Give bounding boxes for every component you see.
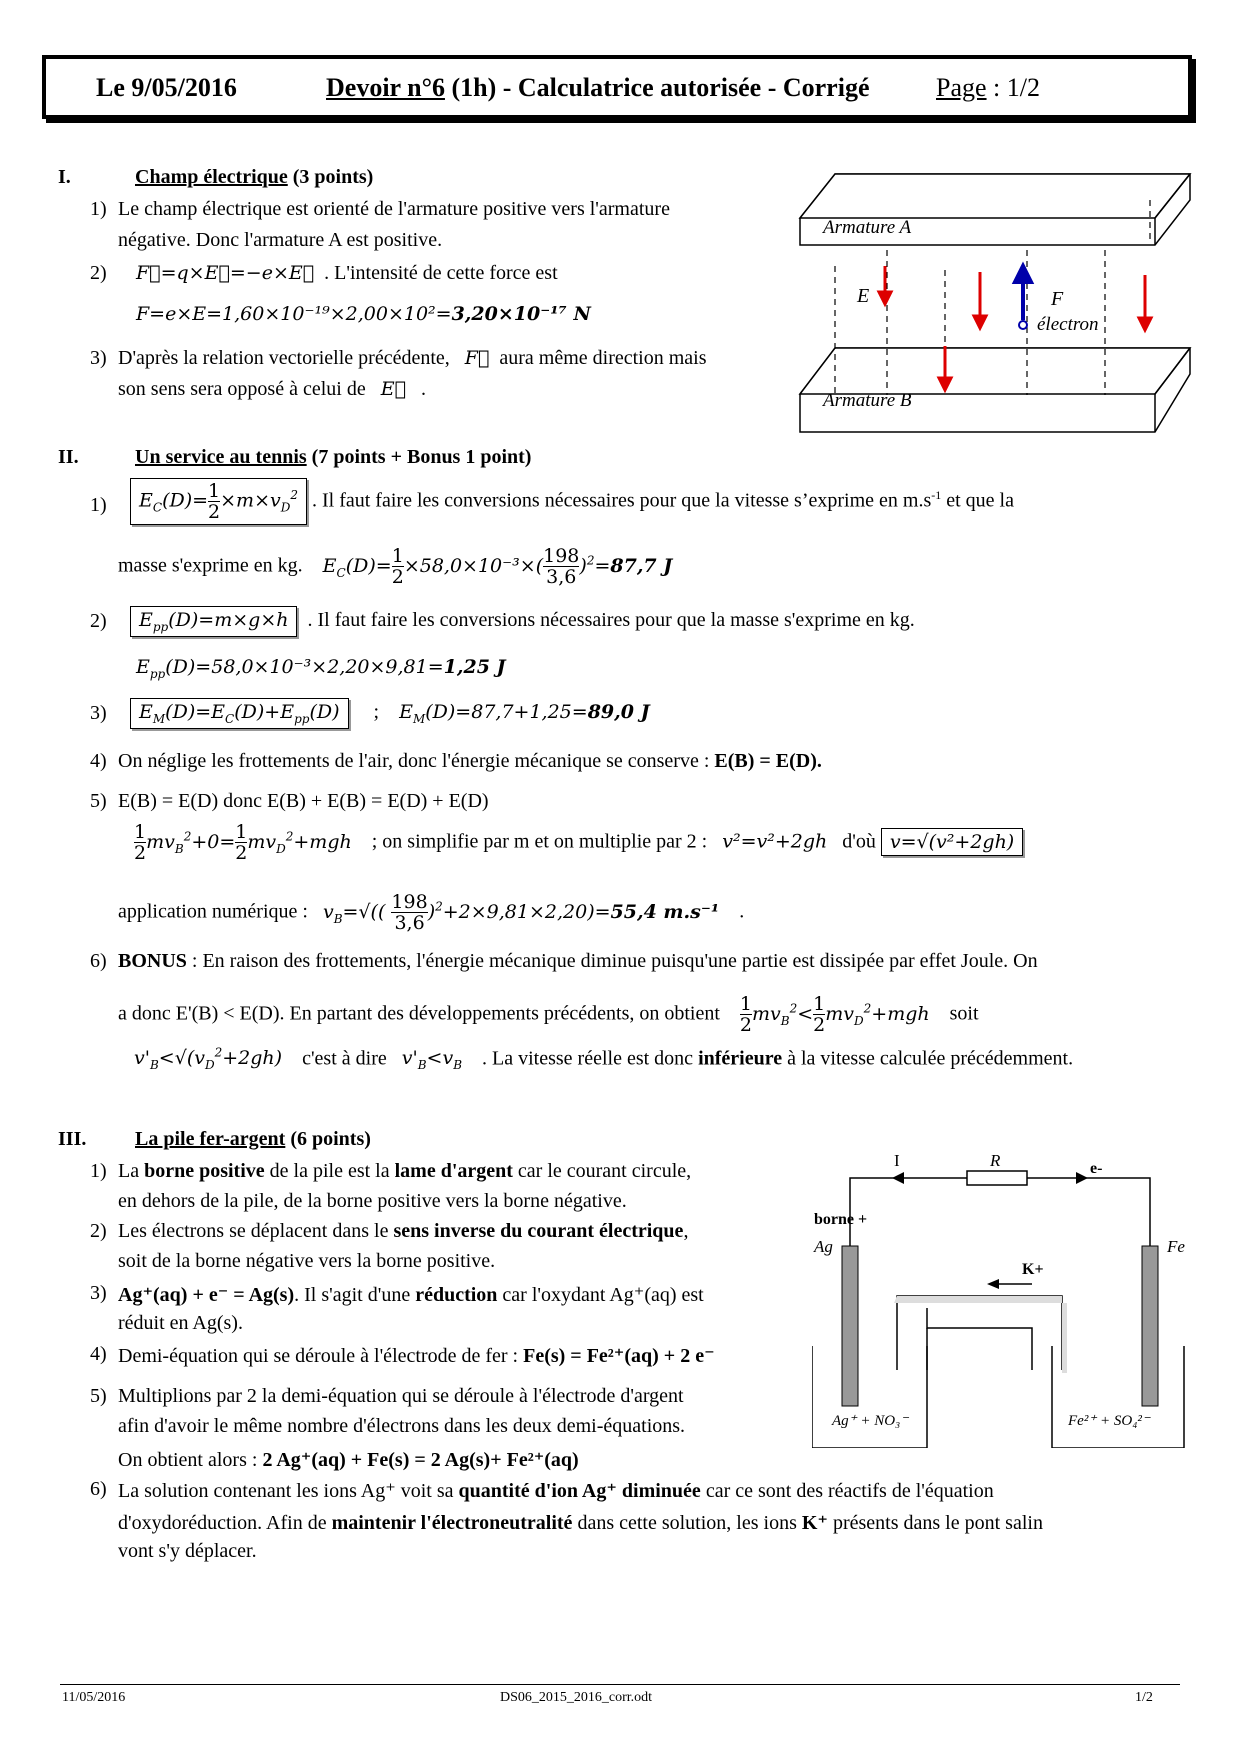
answer-text: $E_C(D)=$ $\frac{1}{2}$ $\times m\times v_D^2$ . Il faut faire les conversions nécessaires pour que la vitesse s’exprime en $m.s^{-1}$ et que la (130, 478, 1014, 525)
answer-text: $E_{pp}(D)=m\times g\times h$ . Il faut faire les conversions nécessaires pour que la masse s'exprime en kg. (130, 606, 915, 637)
answer-text: réduit en Ag(s). (118, 1312, 243, 1334)
answer-text: Demi-équation qui se déroule à l'électrode de fer : Fe(s) = Fe²⁺(aq) + 2 e⁻ (118, 1345, 715, 1367)
answer-text: d'oxydoréduction. Afin de maintenir l'électroneutralité dans cette solution, les ions K⁺ présents dans le pont salin (118, 1512, 1043, 1534)
question-number: 2) (90, 262, 107, 284)
question-number: 2) (90, 1220, 107, 1242)
armature-a-label: Armature A (823, 217, 912, 238)
footer-filename: DS06_2015_2016_corr.odt (500, 1690, 653, 1705)
answer-text: F=e×E=1,60×10⁻¹⁹×2,00×10²=3,20×10⁻¹⁷ N (136, 303, 591, 325)
answer-text: négative. Donc l'armature A est positive. (118, 229, 443, 251)
footer-rule (60, 1684, 1180, 1685)
section-number: I. (58, 166, 71, 188)
section-number: II. (58, 446, 79, 468)
answer-text: Le champ électrique est orienté de l'armature positive vers l'armature (118, 198, 670, 220)
answer-text: $E_{pp}(D)=58,0\times 10^{-3}\times 2,20\times 9,81=1,25$ J (136, 656, 506, 681)
section-title: La pile fer-argent (6 points) (135, 1128, 371, 1150)
footer-date: 11/05/2016 (62, 1690, 126, 1705)
section-title: Un service au tennis (7 points + Bonus 1 point) (135, 446, 532, 468)
answer-text: son sens sera opposé à celui de E⃗ . (118, 378, 426, 400)
answer-text: a donc E'(B) < E(D). En partant des développements précédents, on obtient $\frac{1}{2}$ $mv_B^2<$ $\frac{1}{2}$ $mv_D^2+mgh$ soit (118, 993, 979, 1036)
cell-diagram (812, 1148, 1197, 1448)
section-number: III. (58, 1128, 87, 1150)
capacitor-diagram (795, 170, 1195, 442)
answer-text: E(B) = E(D) donc E(B) + E(B) = E(D) + E(D) (118, 790, 489, 812)
question-number: 5) (90, 1385, 107, 1407)
armature-b-label: Armature B (823, 390, 912, 411)
answer-text: La solution contenant les ions Ag⁺ voit sa quantité d'ion Ag⁺ diminuée car ce sont des réactifs de l'équation (118, 1480, 994, 1502)
answer-text: $E_M(D)=E_C(D)+E_{pp}(D)$ ; $E_M(D)=87,7+1,25=89,0$ J (130, 698, 650, 729)
header-date: Le 9/05/2016 (96, 73, 237, 102)
answer-text: F⃗=q×E⃗=−e×E⃗ . L'intensité de cette force est (136, 262, 558, 284)
question-number: 4) (90, 750, 107, 772)
question-number: 1) (90, 494, 107, 516)
answer-text: D'après la relation vectorielle précédente, F⃗ aura même direction mais (118, 347, 707, 369)
question-number: 6) (90, 950, 107, 972)
question-number: 2) (90, 610, 107, 632)
answer-text: afin d'avoir le même nombre d'électrons dans les deux demi-équations. (118, 1415, 686, 1437)
answer-text: vont s'y déplacer. (118, 1540, 257, 1562)
electron-label: e- (1090, 1160, 1103, 1177)
question-number: 3) (90, 1282, 107, 1304)
answer-text: soit de la borne négative vers la borne positive. (118, 1250, 496, 1272)
silver-electrode-label: Ag (814, 1237, 833, 1256)
electron-label: électron (1037, 314, 1099, 335)
positive-terminal-label: borne + (814, 1211, 868, 1228)
question-number: 3) (90, 702, 107, 724)
potassium-ion-label: K+ (1022, 1261, 1044, 1278)
field-label: E⃗ (857, 285, 885, 307)
right-solution-label: Fe²⁺ + SO₄²⁻ (1068, 1413, 1150, 1429)
answer-text: masse s'exprime en kg. $E_C(D)=$ $\frac{1}{2}$ ×58,0×10⁻³×( $\frac{198}{3,6}$ )$^2$=87,7 J (118, 545, 673, 588)
current-label: I (894, 1151, 900, 1170)
question-number: 6) (90, 1478, 107, 1500)
section-title: Champ électrique (3 points) (135, 166, 374, 188)
resistor-label: R (990, 1151, 1001, 1170)
answer-text: La borne positive de la pile est la lame d'argent car le courant circule, (118, 1160, 692, 1182)
answer-text: BONUS : En raison des frottements, l'énergie mécanique diminue puisqu'une partie est dissipée par effet Joule. On (118, 950, 1038, 972)
question-number: 5) (90, 790, 107, 812)
footer-page: 1/2 (1135, 1690, 1153, 1705)
answer-text: Ag⁺(aq) + e⁻ = Ag(s). Il s'agit d'une réduction car l'oxydant Ag⁺(aq) est (118, 1284, 704, 1306)
answer-text: Les électrons se déplacent dans le sens inverse du courant électrique, (118, 1220, 689, 1242)
answer-text: On néglige les frottements de l'air, donc l'énergie mécanique se conserve : E(B) = E(D). (118, 750, 822, 772)
force-label: F⃗ (1051, 288, 1079, 310)
left-solution-label: Ag⁺ + NO₃⁻ (832, 1413, 909, 1429)
answer-text: $\frac{1}{2}$ $mv_B^2+0=$ $\frac{1}{2}$ $mv_D^2+mgh$ ; on simplifie par m et on multiplie par 2 : v²=v²+2gh d'où v=√(v²+2gh) (134, 822, 1023, 863)
answer-text: $v'_B<√(v_D^2+2gh)$ c'est à dire $v'_B<v_B$ . La vitesse réelle est donc inférieure à la vitesse calculée précédemment. (134, 1046, 1074, 1073)
answer-text: en dehors de la pile, de la borne positive vers la borne négative. (118, 1190, 627, 1212)
question-number: 1) (90, 1160, 107, 1182)
header-page: Page : 1/2 (936, 73, 1040, 102)
answer-text: application numérique : $v_B=√$(( $\frac{198}{3,6}$ )$^2$+2×9,81×2,20)=55,4 m.s⁻¹ . (118, 891, 745, 934)
answer-text: On obtient alors : 2 Ag⁺(aq) + Fe(s) = 2 Ag(s)+ Fe²⁺(aq) (118, 1449, 579, 1471)
question-number: 3) (90, 347, 107, 369)
header-box (42, 55, 1192, 119)
question-number: 1) (90, 198, 107, 220)
question-number: 4) (90, 1343, 107, 1365)
header-title: Devoir n°6 (1h) - Calculatrice autorisée - Corrigé (326, 73, 870, 102)
iron-electrode-label: Fe (1167, 1237, 1185, 1256)
answer-text: Multiplions par 2 la demi-équation qui se déroule à l'électrode d'argent (118, 1385, 684, 1407)
